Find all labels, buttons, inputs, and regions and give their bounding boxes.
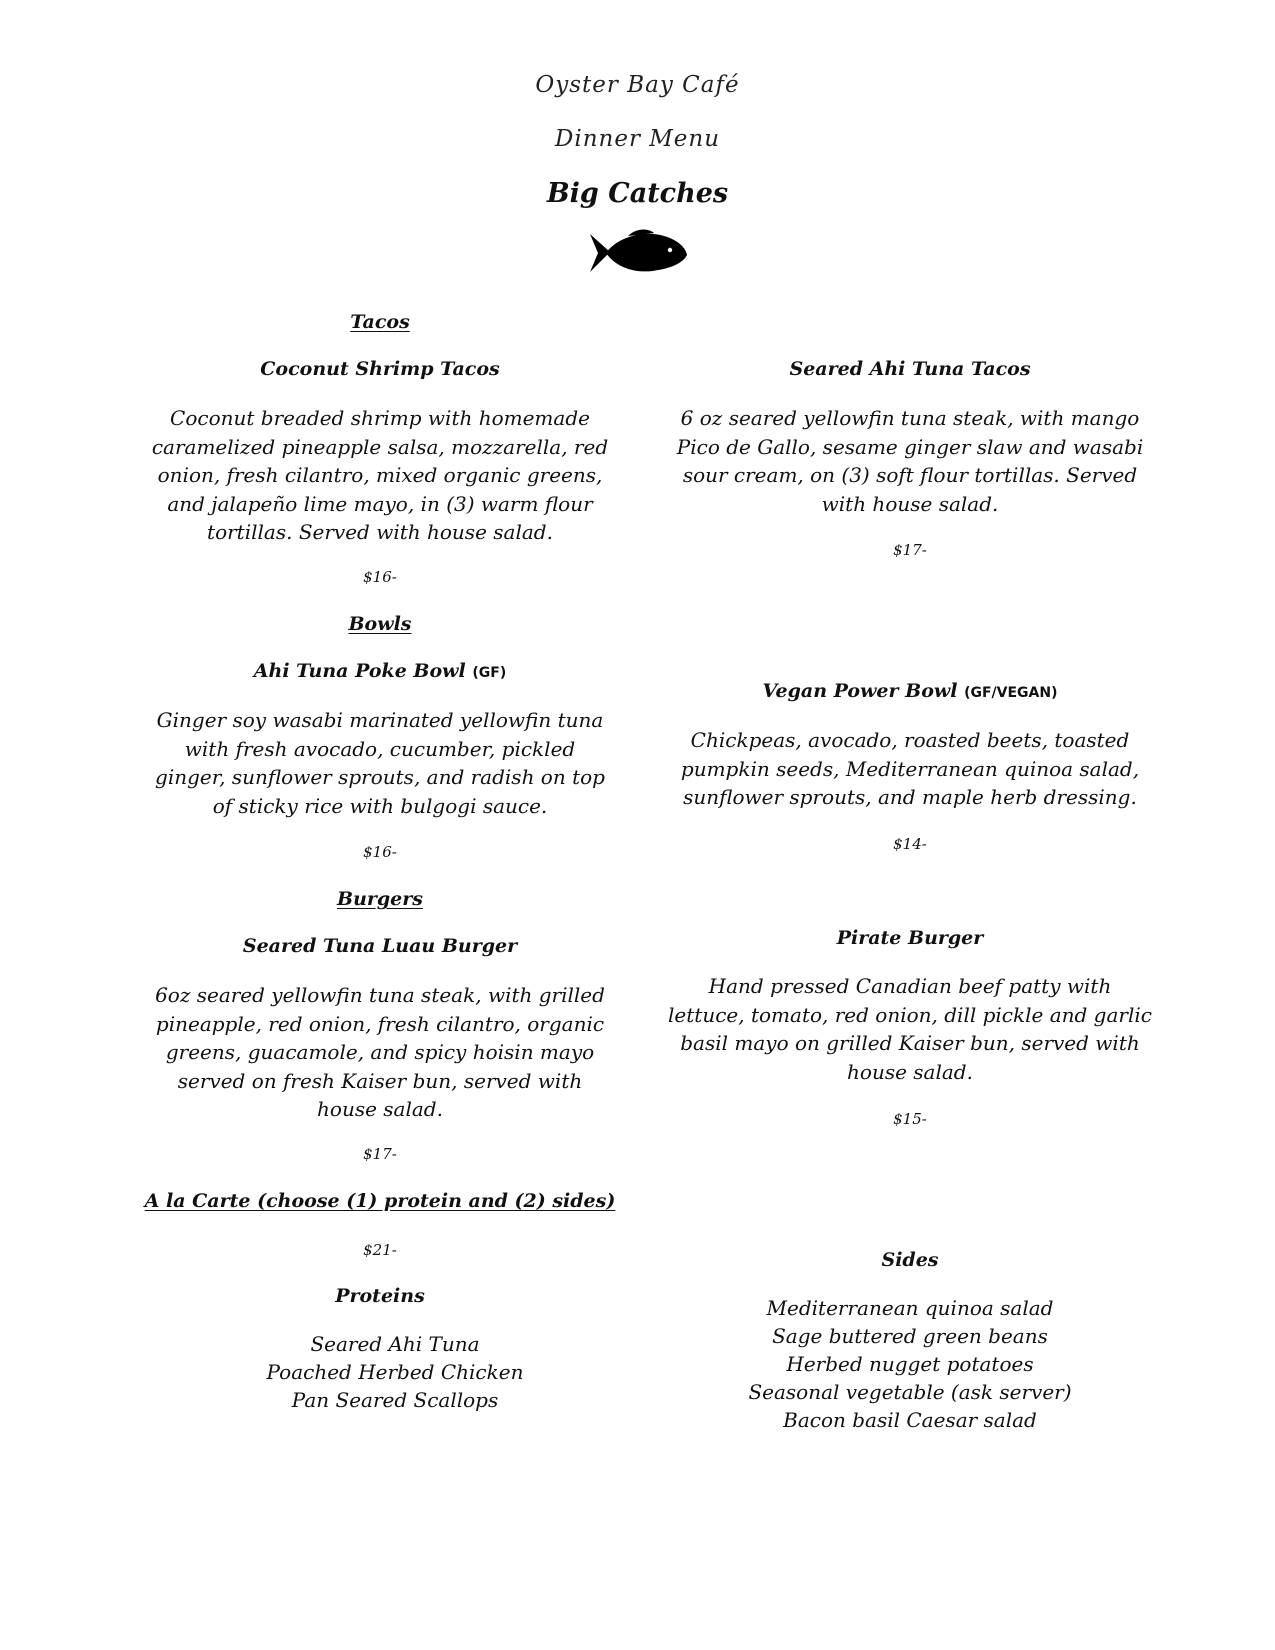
section-heading-bowls: Bowls: [348, 613, 412, 635]
list-item: Herbed nugget potatoes: [786, 1352, 1034, 1376]
sides-heading: Sides: [881, 1249, 939, 1271]
item-description: Hand pressed Canadian beef patty with lettuce, tomato, red onion, dill pickle and garlic basil mayo on grilled Kaiser bun, served with house salad.: [668, 974, 1152, 1084]
item-price: $15-: [893, 1110, 927, 1128]
item-description: 6oz seared yellowfin tuna steak, with grilled pineapple, red onion, fresh cilantro, organic greens, guacamole, and spicy hoisin mayo served on fresh Kaiser bun, served with house salad.: [155, 983, 605, 1121]
item-description: 6 oz seared yellowfin tuna steak, with mango Pico de Gallo, sesame ginger slaw and wasabi sour cream, on (3) soft flour tortillas. Served with house salad.: [676, 406, 1144, 516]
item-price: $17-: [363, 1145, 397, 1163]
list-item: Sage buttered green beans: [772, 1324, 1048, 1348]
item-price: $17-: [893, 541, 927, 559]
section-heading-a-la-carte: A la Carte (choose (1) protein and (2) sides): [144, 1190, 616, 1212]
list-item: Pan Seared Scallops: [291, 1388, 499, 1412]
dietary-tag: (GF): [472, 665, 507, 681]
menu-name: Dinner Menu: [554, 126, 721, 152]
a-la-carte-price: $21-: [363, 1241, 397, 1259]
item-price: $16-: [363, 568, 397, 586]
item-name: [660, 680, 1160, 702]
section-heading-tacos: Tacos: [350, 311, 410, 333]
section-heading-burgers: Burgers: [337, 888, 423, 910]
item-name: Seared Tuna Luau Burger: [242, 935, 518, 957]
list-item: Poached Herbed Chicken: [266, 1360, 524, 1384]
item-name: [130, 660, 630, 682]
item-name: Coconut Shrimp Tacos: [260, 358, 500, 380]
item-description: Chickpeas, avocado, roasted beets, toasted pumpkin seeds, Mediterranean quinoa salad, sunflower sprouts, and maple herb dressing.: [680, 728, 1140, 809]
sides-list: [660, 1294, 1160, 1434]
item-name-text: Ahi Tuna Poke Bowl: [253, 660, 466, 682]
item-description: Ginger soy wasabi marinated yellowfin tuna with fresh avocado, cucumber, pickled ginger, sunflower sprouts, and radish on top of sticky rice with bulgogi sauce.: [155, 708, 605, 818]
list-item: Seasonal vegetable (ask server): [748, 1380, 1072, 1404]
restaurant-name: Oyster Bay Café: [535, 72, 740, 98]
item-name: Pirate Burger: [836, 927, 984, 949]
list-item: Bacon basil Caesar salad: [783, 1408, 1037, 1432]
item-name: Seared Ahi Tuna Tacos: [789, 358, 1031, 380]
section-title: Big Catches: [546, 178, 729, 209]
item-price: $16-: [363, 843, 397, 861]
proteins-heading: Proteins: [335, 1285, 425, 1307]
item-description: Coconut breaded shrimp with homemade caramelized pineapple salsa, mozzarella, red onion, fresh cilantro, mixed organic greens, and jalapeño lime mayo, in (3) warm flour tortillas. Served with house salad.: [151, 406, 609, 544]
list-item: Seared Ahi Tuna: [310, 1332, 480, 1356]
fish-icon: [0, 228, 1275, 282]
item-name-text: Vegan Power Bowl: [762, 680, 958, 702]
item-price: $14-: [893, 835, 927, 853]
list-item: Mediterranean quinoa salad: [766, 1296, 1054, 1320]
proteins-list: [160, 1330, 630, 1414]
dietary-tag: (GF/VEGAN): [964, 685, 1058, 701]
